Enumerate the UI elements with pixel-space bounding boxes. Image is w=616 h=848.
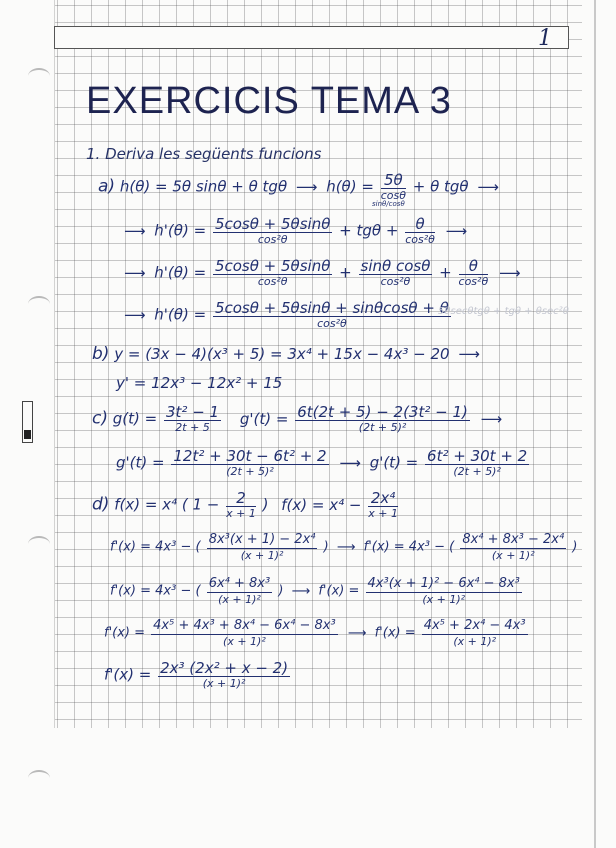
exercise-d-line-5: f'(x) = $\frac{\text{2x³ (2x² + x − 2)}}{\text{(x + 1)²}}$	[104, 659, 289, 690]
arrow-icon: ⟶	[291, 583, 311, 599]
punch-hole	[28, 536, 50, 552]
exercise-d-line-2: f'(x) = 4x³ − ( $\frac{\text{8x³(x + 1) − 2x⁴}}{\text{(x + 1)²}}$ ) ⟶ f'(x) = 4x³ − ( $\frac{\text{8x⁴ + 8x³ − 2x⁴}}{\text{(x + 1)²}}$ )	[110, 532, 578, 562]
arrow-icon: ⟶	[347, 625, 367, 641]
page-title: EXERCICIS TEMA 3	[86, 80, 452, 122]
arrow-icon: ⟶	[445, 221, 468, 240]
exercise-heading: 1. Deriva les següents funcions	[86, 145, 322, 163]
arrow-icon: ⟶	[124, 305, 146, 324]
exercise-d-line-1: d) f(x) = x⁴ ( 1 − $\frac{2}{x + 1}$ ) f(x) = x⁴ − $\frac{\text{2x⁴}}{x + 1}$	[92, 489, 398, 520]
arrow-icon: ⟶	[477, 177, 499, 196]
arrow-icon: ⟶	[124, 221, 146, 240]
exercise-a-line-2: ⟶ h'(θ) = $\frac{5\cos\theta + 5\theta\sin\theta}{\text{cos²θ}}$ + tgθ + $\frac{\theta}{\text{cos²θ}}$ ⟶	[124, 215, 468, 246]
exercise-d-line-4: f'(x) = $\frac{\text{4x⁵ + 4x³ + 8x⁴ − 6x⁴ − 8x³}}{\text{(x + 1)²}}$ ⟶ f'(x) = $\frac{\text{4x⁵ + 2x⁴ − 4x³}}{\text{(x + 1)²}}$	[104, 618, 526, 648]
arrow-icon: ⟶	[498, 263, 521, 282]
arrow-icon: ⟶	[336, 539, 356, 555]
header-box	[54, 26, 569, 49]
punch-hole	[28, 296, 50, 312]
exercise-a-line-3: ⟶ h'(θ) = $\frac{5\cos\theta + 5\theta\sin\theta}{\text{cos²θ}}$ + $\frac{\text{sinθ cosθ}}{\text{cos²θ}}$ + $\frac{\theta}{\text{cos²θ}}$ ⟶	[124, 257, 521, 288]
exercise-c-line-1: c) g(t) = $\frac{\text{3t² − 1}}{2t + 5}$ g'(t) = $\frac{\text{6t(2t + 5) − 2(3t² − 1)}}{\text{(2t + 5)²}}$ ⟶	[92, 403, 503, 434]
exercise-d-line-3: f'(x) = 4x³ − ( $\frac{\text{6x⁴ + 8x³}}{\text{(x + 1)²}}$ ) ⟶ f'(x) = $\frac{\text{4x³(x + 1)² − 6x⁴ − 8x³}}{\text{(x + 1)²}}$	[110, 576, 520, 606]
arrow-icon: ⟶	[480, 409, 503, 428]
right-edge	[582, 0, 616, 848]
arrow-icon: ⟶	[124, 263, 146, 282]
punch-hole	[28, 770, 50, 786]
arrow-icon: ⟶	[458, 345, 480, 363]
page-number: 1	[538, 26, 552, 51]
exercise-b-line-1: b) y = (3x − 4)(x³ + 5) = 3x⁴ + 15x − 4x³ − 20 ⟶	[92, 344, 480, 364]
exercise-b-line-2: y' = 12x³ − 12x² + 15	[116, 374, 283, 392]
exercise-a-line-4: ⟶ h'(θ) = $\frac{5\cos\theta + 5\theta\sin\theta + \sin\theta\cos\theta + \theta}{\text{cos²θ}}$	[124, 299, 449, 330]
faded-text: 5θsecθtgθ + tgθ + θsec²θ	[438, 306, 569, 317]
arrow-icon: ⟶	[339, 453, 361, 472]
tg-annotation: sinθ/cosθ	[372, 200, 405, 208]
exercise-c-line-2: g'(t) = $\frac{\text{12t² + 30t − 6t² + 2}}{\text{(2t + 5)²}}$ ⟶ g'(t) = $\frac{\text{6t² + 30t + 2}}{\text{(2t + 5)²}}$	[116, 447, 528, 478]
arrow-icon: ⟶	[295, 177, 318, 196]
blank-area	[54, 728, 584, 848]
punch-hole	[28, 68, 50, 84]
ruler-mark	[22, 401, 33, 443]
exercise-a-line-1: a) h(θ) = 5θ sinθ + θ tgθ ⟶ h(θ) = $\frac{5\theta}{\cos\theta}$ + θ tgθ ⟶	[98, 171, 499, 202]
